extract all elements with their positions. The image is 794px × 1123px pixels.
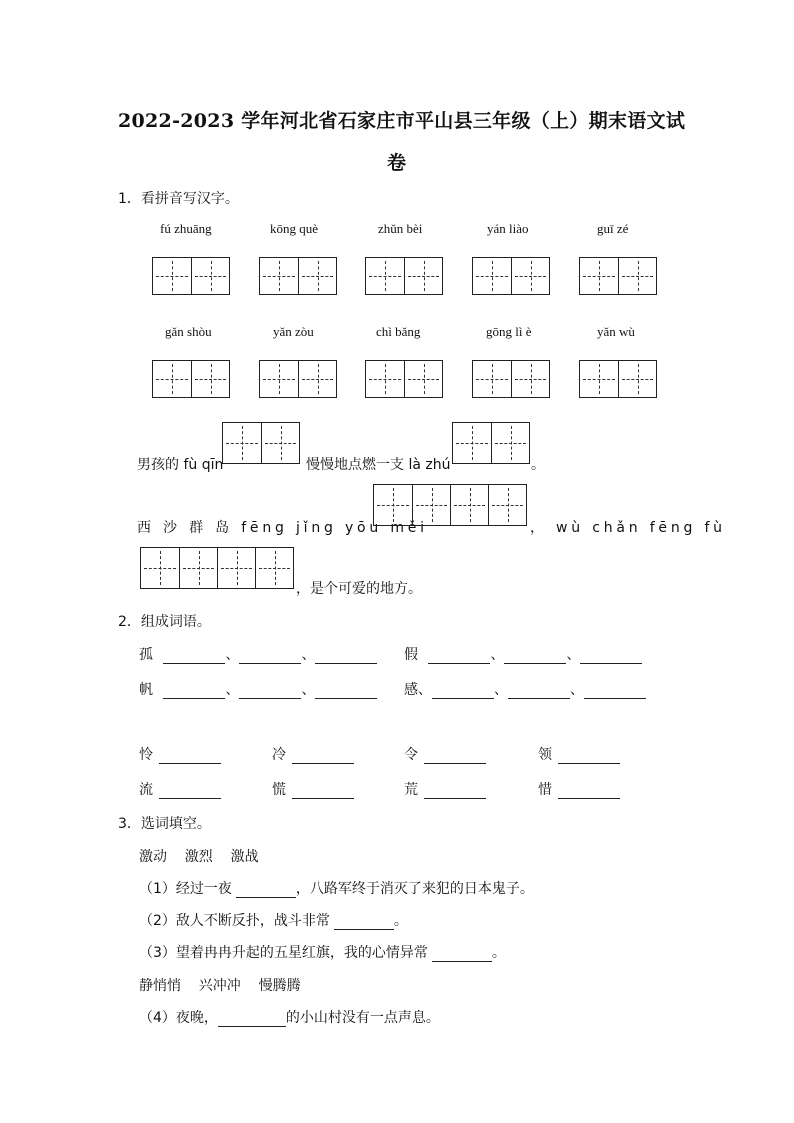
pinyin-label: yán liào	[487, 221, 529, 236]
sentence-text: ，是个可爱的地方。	[296, 581, 422, 597]
fill-sentence	[139, 942, 506, 962]
writing-grid[interactable]	[140, 547, 294, 589]
answer-blank[interactable]	[159, 784, 221, 799]
separator: 、	[225, 682, 240, 698]
separator: 、	[570, 682, 584, 698]
answer-blank[interactable]	[428, 649, 490, 664]
writing-grid[interactable]	[472, 257, 550, 295]
word-item	[272, 779, 354, 799]
fill-sentence	[139, 878, 534, 898]
sentence-text: 的小山村没有一点声息。	[285, 1010, 440, 1026]
writing-grid[interactable]	[579, 360, 657, 398]
answer-blank[interactable]	[163, 649, 225, 664]
word-item	[139, 779, 221, 799]
word-choices: 激动 激烈 激战	[139, 849, 259, 865]
character: 感、	[404, 682, 432, 698]
question-3-label: 3．选词填空。	[118, 816, 211, 832]
answer-blank[interactable]	[218, 1012, 286, 1027]
pinyin-label: gōng lì è	[486, 324, 532, 339]
word-group	[404, 644, 642, 664]
separator: 、	[301, 647, 316, 663]
answer-blank[interactable]	[424, 784, 486, 799]
page-title-continued: 卷	[387, 152, 407, 174]
sentence-text: （4）夜晚，	[139, 1010, 218, 1026]
sentence-text: ，八路军终于消灭了来犯的日本鬼子。	[295, 881, 534, 897]
page-title: 2022-2023 学年河北省石家庄市平山县三年级（上）期末语文试	[118, 110, 686, 132]
answer-blank[interactable]	[239, 684, 301, 699]
answer-blank[interactable]	[558, 749, 620, 764]
answer-blank[interactable]	[292, 749, 354, 764]
sentence-text: 慢慢地点燃一支 là zhú	[306, 457, 451, 473]
sentence-text: （1）经过一夜	[139, 881, 232, 897]
pinyin-label: gǎn shòu	[165, 324, 212, 339]
answer-blank[interactable]	[315, 649, 377, 664]
writing-grid[interactable]	[152, 360, 230, 398]
writing-grid[interactable]	[365, 257, 443, 295]
answer-blank[interactable]	[424, 749, 486, 764]
answer-blank[interactable]	[508, 684, 570, 699]
pinyin-label: chì bǎng	[376, 324, 421, 339]
word-group	[404, 679, 646, 699]
answer-blank[interactable]	[239, 649, 301, 664]
answer-blank[interactable]	[432, 947, 492, 962]
writing-grid[interactable]	[259, 360, 337, 398]
character: 荒	[404, 782, 418, 798]
fill-sentence	[139, 1007, 440, 1027]
question-1-label: 1．看拼音写汉字。	[118, 191, 239, 207]
word-item	[538, 779, 620, 799]
answer-blank[interactable]	[580, 649, 642, 664]
answer-blank[interactable]	[292, 784, 354, 799]
word-item	[404, 744, 486, 764]
sentence-text: 男孩的 fù qīn	[137, 457, 224, 473]
character: 惜	[538, 782, 552, 798]
sentence-text: ， wù chǎn fēng fù	[530, 520, 726, 536]
answer-blank[interactable]	[315, 684, 377, 699]
sentence-text: 西 沙 群 岛 fēng jǐng yōu měi	[137, 520, 428, 536]
pinyin-label: kōng què	[270, 221, 319, 236]
separator: 、	[490, 647, 505, 663]
sentence-text: 。	[531, 457, 545, 473]
answer-blank[interactable]	[558, 784, 620, 799]
separator: 、	[494, 682, 508, 698]
character: 慌	[272, 782, 286, 798]
writing-grid[interactable]	[259, 257, 337, 295]
word-choices: 静悄悄 兴冲冲 慢腾腾	[139, 978, 301, 994]
pinyin-label: fú zhuāng	[160, 221, 212, 236]
fill-sentence	[139, 910, 408, 930]
answer-blank[interactable]	[163, 684, 225, 699]
pinyin-label: guī zé	[597, 221, 629, 236]
word-item	[139, 744, 221, 764]
word-item	[538, 744, 620, 764]
character: 令	[404, 747, 418, 763]
character: 冷	[272, 747, 286, 763]
answer-blank[interactable]	[584, 684, 646, 699]
pinyin-label: yǎn wù	[597, 324, 635, 339]
character: 怜	[139, 747, 153, 763]
sentence-text: （2）敌人不断反扑，战斗非常	[139, 913, 330, 929]
writing-grid[interactable]	[222, 422, 300, 464]
pinyin-label: yǎn zòu	[273, 324, 314, 339]
character: 孤	[139, 647, 153, 663]
writing-grid[interactable]	[152, 257, 230, 295]
question-2-label: 2．组成词语。	[118, 614, 211, 630]
word-group	[139, 644, 377, 664]
answer-blank[interactable]	[432, 684, 494, 699]
answer-blank[interactable]	[334, 915, 394, 930]
character: 假	[404, 647, 418, 663]
writing-grid[interactable]	[373, 484, 527, 526]
answer-blank[interactable]	[159, 749, 221, 764]
writing-grid[interactable]	[579, 257, 657, 295]
character: 流	[139, 782, 153, 798]
writing-grid[interactable]	[452, 422, 530, 464]
writing-grid[interactable]	[365, 360, 443, 398]
word-item	[404, 779, 486, 799]
character: 帆	[139, 682, 153, 698]
word-item	[272, 744, 354, 764]
separator: 、	[225, 647, 240, 663]
answer-blank[interactable]	[504, 649, 566, 664]
separator: 、	[301, 682, 316, 698]
word-group	[139, 679, 377, 699]
writing-grid[interactable]	[472, 360, 550, 398]
character: 领	[538, 747, 552, 763]
separator: 、	[566, 647, 581, 663]
pinyin-label: zhǔn bèi	[378, 221, 423, 236]
answer-blank[interactable]	[236, 883, 296, 898]
sentence-text: 。	[393, 913, 408, 929]
sentence-text: 。	[491, 945, 506, 961]
sentence-text: （3）望着冉冉升起的五星红旗，我的心情异常	[139, 945, 428, 961]
